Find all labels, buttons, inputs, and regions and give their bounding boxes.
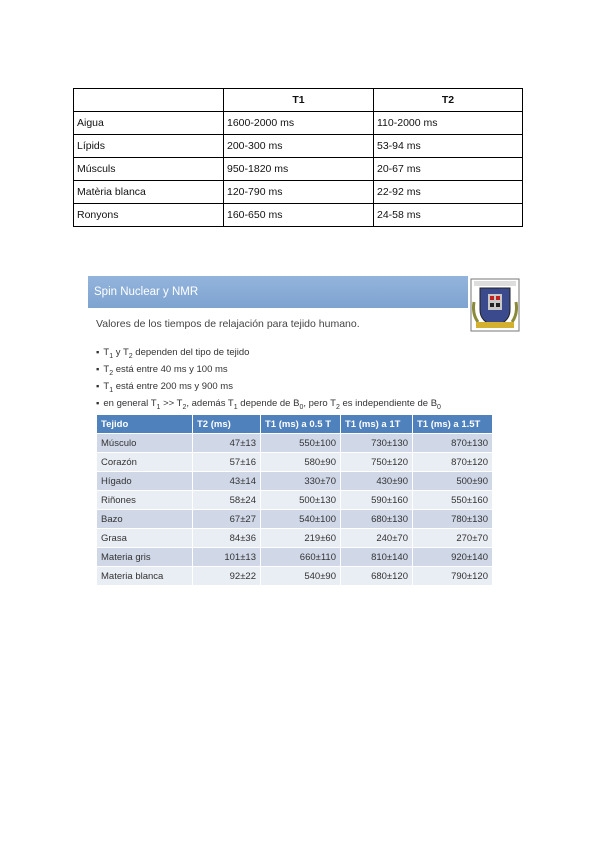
table-cell: 47±13 (193, 434, 261, 453)
table-cell: 580±90 (261, 453, 341, 472)
header-cell (74, 89, 224, 112)
table-cell: 660±110 (261, 548, 341, 567)
table-cell: 590±160 (341, 491, 413, 510)
table-cell: 330±70 (261, 472, 341, 491)
table-row (74, 204, 523, 227)
table-cell: Corazón (97, 453, 193, 472)
table-row (97, 434, 493, 453)
table-row (74, 135, 523, 158)
table-cell: Matèria blanca (74, 181, 224, 204)
table-cell: 24-58 ms (374, 204, 523, 227)
table-cell: 540±100 (261, 510, 341, 529)
table-cell: 58±24 (193, 491, 261, 510)
table-cell: 240±70 (341, 529, 413, 548)
embedded-slide (88, 276, 523, 586)
bullet-item: ▪ $T_1$ está entre 200 ms y 900 ms (96, 380, 441, 397)
table-row (74, 181, 523, 204)
header-cell: Tejido (97, 415, 193, 434)
table-cell: 430±90 (341, 472, 413, 491)
table-cell: 680±120 (341, 567, 413, 586)
table-cell: Lípids (74, 135, 224, 158)
table-cell: Materia blanca (97, 567, 193, 586)
table-cell: 219±60 (261, 529, 341, 548)
table-cell: 53-94 ms (374, 135, 523, 158)
header-cell: T2 (374, 89, 523, 112)
university-crest-logo (470, 278, 520, 332)
table-cell: 790±120 (413, 567, 493, 586)
table-row (97, 567, 493, 586)
table-cell: Hígado (97, 472, 193, 491)
header-cell: T1 (ms) a 0.5 T (261, 415, 341, 434)
table-cell: 67±27 (193, 510, 261, 529)
table-cell: 870±130 (413, 434, 493, 453)
table-row (97, 529, 493, 548)
table-cell: 730±130 (341, 434, 413, 453)
table-cell: Ronyons (74, 204, 224, 227)
table-cell: Materia gris (97, 548, 193, 567)
bullet-item: ▪ $T_2$ está entre 40 ms y 100 ms (96, 363, 441, 380)
table-cell: 540±90 (261, 567, 341, 586)
table-cell: 57±16 (193, 453, 261, 472)
table-cell: Músculo (97, 434, 193, 453)
table-cell: Riñones (97, 491, 193, 510)
header-cell: T1 (ms) a 1.5T (413, 415, 493, 434)
table-cell: 1600-2000 ms (224, 112, 374, 135)
table-cell: Bazo (97, 510, 193, 529)
table-cell: 120-790 ms (224, 181, 374, 204)
table-row (97, 491, 493, 510)
table-cell: 110-2000 ms (374, 112, 523, 135)
bullet-list (96, 346, 441, 414)
slide-title: Spin Nuclear y NMR (94, 286, 199, 298)
relaxation-times-table (73, 88, 523, 227)
table-row (74, 112, 523, 135)
header-cell: T1 (ms) a 1T (341, 415, 413, 434)
table-header-row (97, 415, 493, 434)
table-cell: 780±130 (413, 510, 493, 529)
table-cell: 920±140 (413, 548, 493, 567)
table-cell: 750±120 (341, 453, 413, 472)
bullet-item: ▪ en general $T_1 >> T_2$, además $T_1$ depende de $B_0$, pero $T_2$ es independiente de $B_0$ (96, 397, 441, 414)
table-row (97, 548, 493, 567)
table-cell: 92±22 (193, 567, 261, 586)
table-cell: 101±13 (193, 548, 261, 567)
table-cell: 810±140 (341, 548, 413, 567)
table-header-row (74, 89, 523, 112)
table-row (74, 158, 523, 181)
table-cell: 550±100 (261, 434, 341, 453)
table-cell: 200-300 ms (224, 135, 374, 158)
table-cell: Músculs (74, 158, 224, 181)
table-cell: 270±70 (413, 529, 493, 548)
table-cell: 500±90 (413, 472, 493, 491)
table-row (97, 472, 493, 491)
table-cell: 22-92 ms (374, 181, 523, 204)
header-cell: T1 (224, 89, 374, 112)
table-cell: 43±14 (193, 472, 261, 491)
bullet-item: ▪ $T_1$ y $T_2$ dependen del tipo de tejido (96, 346, 441, 363)
table-row (97, 453, 493, 472)
table-cell: Aigua (74, 112, 224, 135)
header-cell: T2 (ms) (193, 415, 261, 434)
slide-intro-text: Valores de los tiempos de relajación para tejido humano. (96, 318, 360, 330)
slide-title-bar (88, 276, 468, 308)
table-cell: 550±160 (413, 491, 493, 510)
table-cell: 500±130 (261, 491, 341, 510)
table-cell: 20-67 ms (374, 158, 523, 181)
table-cell: 870±120 (413, 453, 493, 472)
table-cell: 160-650 ms (224, 204, 374, 227)
table-cell: 84±36 (193, 529, 261, 548)
table-row (97, 510, 493, 529)
table-cell: Grasa (97, 529, 193, 548)
table-cell: 680±130 (341, 510, 413, 529)
tissue-relaxation-table (96, 414, 493, 586)
table-cell: 950-1820 ms (224, 158, 374, 181)
